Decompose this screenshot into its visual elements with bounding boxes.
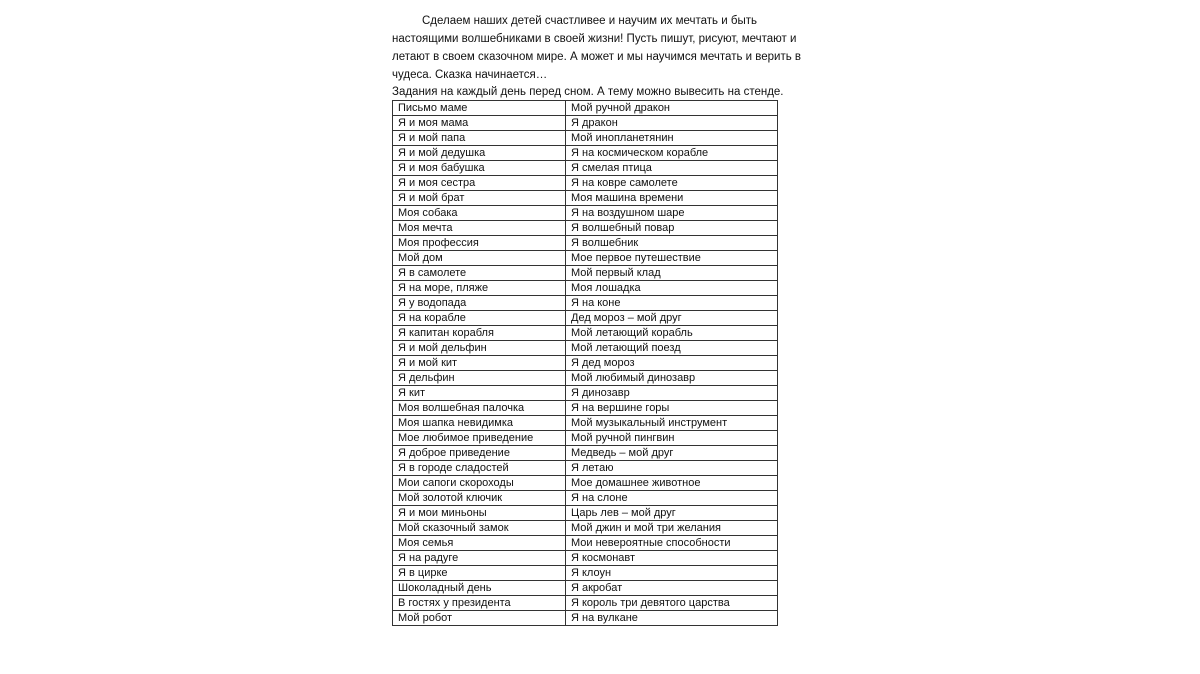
table-cell-left: Я в цирке — [393, 566, 566, 581]
table-cell-left: Шоколадный день — [393, 581, 566, 596]
table-row — [393, 221, 778, 236]
table-cell-right: Мой летающий поезд — [566, 341, 778, 356]
table-cell-right: Мой ручной дракон — [566, 101, 778, 116]
table-cell-right: Дед мороз – мой друг — [566, 311, 778, 326]
table-row — [393, 251, 778, 266]
table-cell-left: Я и мой папа — [393, 131, 566, 146]
table-cell-right: Я на слоне — [566, 491, 778, 506]
table-row — [393, 566, 778, 581]
table-cell-left: Я на корабле — [393, 311, 566, 326]
table-row — [393, 101, 778, 116]
table-cell-right: Я дед мороз — [566, 356, 778, 371]
table-cell-left: Мой дом — [393, 251, 566, 266]
table-cell-right: Я король три девятого царства — [566, 596, 778, 611]
table-cell-left: В гостях у президента — [393, 596, 566, 611]
table-cell-left: Я и моя бабушка — [393, 161, 566, 176]
table-row — [393, 431, 778, 446]
table-cell-left: Моя мечта — [393, 221, 566, 236]
table-row — [393, 491, 778, 506]
table-cell-left: Я и мой брат — [393, 191, 566, 206]
task-heading: Задания на каждый день перед сном. А тему можно вывесить на стенде. — [392, 86, 784, 98]
table-cell-left: Письмо маме — [393, 101, 566, 116]
table-row — [393, 581, 778, 596]
table-cell-left: Моя профессия — [393, 236, 566, 251]
table-row — [393, 401, 778, 416]
table-row — [393, 191, 778, 206]
table-cell-left: Я и мой дедушка — [393, 146, 566, 161]
table-cell-right: Мой любимый динозавр — [566, 371, 778, 386]
table-cell-left: Мое любимое приведение — [393, 431, 566, 446]
table-row — [393, 476, 778, 491]
table-row — [393, 551, 778, 566]
table-cell-right: Медведь – мой друг — [566, 446, 778, 461]
table-cell-left: Я кит — [393, 386, 566, 401]
table-cell-right: Я смелая птица — [566, 161, 778, 176]
table-row — [393, 446, 778, 461]
table-row — [393, 371, 778, 386]
table-cell-right: Мой музыкальный инструмент — [566, 416, 778, 431]
table-row — [393, 281, 778, 296]
table-cell-right: Мой инопланетянин — [566, 131, 778, 146]
table-row — [393, 341, 778, 356]
table-cell-right: Я волшебный повар — [566, 221, 778, 236]
table-cell-right: Я летаю — [566, 461, 778, 476]
table-cell-right: Я космонавт — [566, 551, 778, 566]
table-row — [393, 311, 778, 326]
table-cell-right: Моя машина времени — [566, 191, 778, 206]
table-cell-right: Мои невероятные способности — [566, 536, 778, 551]
table-row — [393, 506, 778, 521]
table-row — [393, 386, 778, 401]
table-row — [393, 611, 778, 626]
table-cell-right: Мой летающий корабль — [566, 326, 778, 341]
table-row — [393, 236, 778, 251]
table-cell-left: Я и мой кит — [393, 356, 566, 371]
table-row — [393, 266, 778, 281]
table-row — [393, 206, 778, 221]
table-cell-right: Я динозавр — [566, 386, 778, 401]
task-table-body — [393, 101, 778, 626]
table-row — [393, 596, 778, 611]
table-cell-left: Я доброе приведение — [393, 446, 566, 461]
table-row — [393, 536, 778, 551]
table-cell-left: Я и мой дельфин — [393, 341, 566, 356]
table-cell-left: Моя семья — [393, 536, 566, 551]
table-cell-left: Я и моя мама — [393, 116, 566, 131]
table-cell-right: Мой первый клад — [566, 266, 778, 281]
document-page — [392, 12, 812, 626]
table-cell-right: Я на коне — [566, 296, 778, 311]
table-cell-right: Я акробат — [566, 581, 778, 596]
table-cell-right: Мой джин и мой три желания — [566, 521, 778, 536]
table-cell-right: Я на космическом корабле — [566, 146, 778, 161]
table-cell-left: Мой робот — [393, 611, 566, 626]
table-cell-left: Мой золотой ключик — [393, 491, 566, 506]
table-row — [393, 461, 778, 476]
table-row — [393, 326, 778, 341]
table-cell-right: Я клоун — [566, 566, 778, 581]
table-cell-right: Я на вулкане — [566, 611, 778, 626]
table-row — [393, 131, 778, 146]
task-table — [392, 100, 778, 626]
table-row — [393, 356, 778, 371]
table-cell-right: Мое домашнее животное — [566, 476, 778, 491]
table-cell-left: Я капитан корабля — [393, 326, 566, 341]
table-row — [393, 296, 778, 311]
table-cell-left: Моя шапка невидимка — [393, 416, 566, 431]
table-row — [393, 176, 778, 191]
intro-paragraph: Сделаем наших детей счастливее и научим их мечтать и быть настоящими волшебниками в своей жизни! Пусть пишут, рисуют, мечтают и летают в своем сказочном мире. А может и мы научимся мечтать и верить в чудеса. Сказка начинается… — [392, 15, 802, 81]
table-cell-right: Мой ручной пингвин — [566, 431, 778, 446]
table-cell-left: Я на радуге — [393, 551, 566, 566]
table-row — [393, 161, 778, 176]
table-cell-left: Я у водопада — [393, 296, 566, 311]
table-row — [393, 416, 778, 431]
table-cell-left: Мой сказочный замок — [393, 521, 566, 536]
table-cell-right: Царь лев – мой друг — [566, 506, 778, 521]
table-cell-right: Моя лошадка — [566, 281, 778, 296]
table-cell-right: Я дракон — [566, 116, 778, 131]
table-cell-left: Моя волшебная палочка — [393, 401, 566, 416]
table-cell-right: Я на ковре самолете — [566, 176, 778, 191]
table-cell-left: Я и мои миньоны — [393, 506, 566, 521]
table-cell-left: Я дельфин — [393, 371, 566, 386]
table-cell-left: Я на море, пляже — [393, 281, 566, 296]
table-cell-right: Я волшебник — [566, 236, 778, 251]
table-cell-right: Я на вершине горы — [566, 401, 778, 416]
table-cell-left: Моя собака — [393, 206, 566, 221]
table-cell-right: Мое первое путешествие — [566, 251, 778, 266]
table-cell-right: Я на воздушном шаре — [566, 206, 778, 221]
table-row — [393, 146, 778, 161]
table-cell-left: Я в городе сладостей — [393, 461, 566, 476]
table-row — [393, 116, 778, 131]
table-cell-left: Мои сапоги скороходы — [393, 476, 566, 491]
table-cell-left: Я в самолете — [393, 266, 566, 281]
table-row — [393, 521, 778, 536]
table-cell-left: Я и моя сестра — [393, 176, 566, 191]
